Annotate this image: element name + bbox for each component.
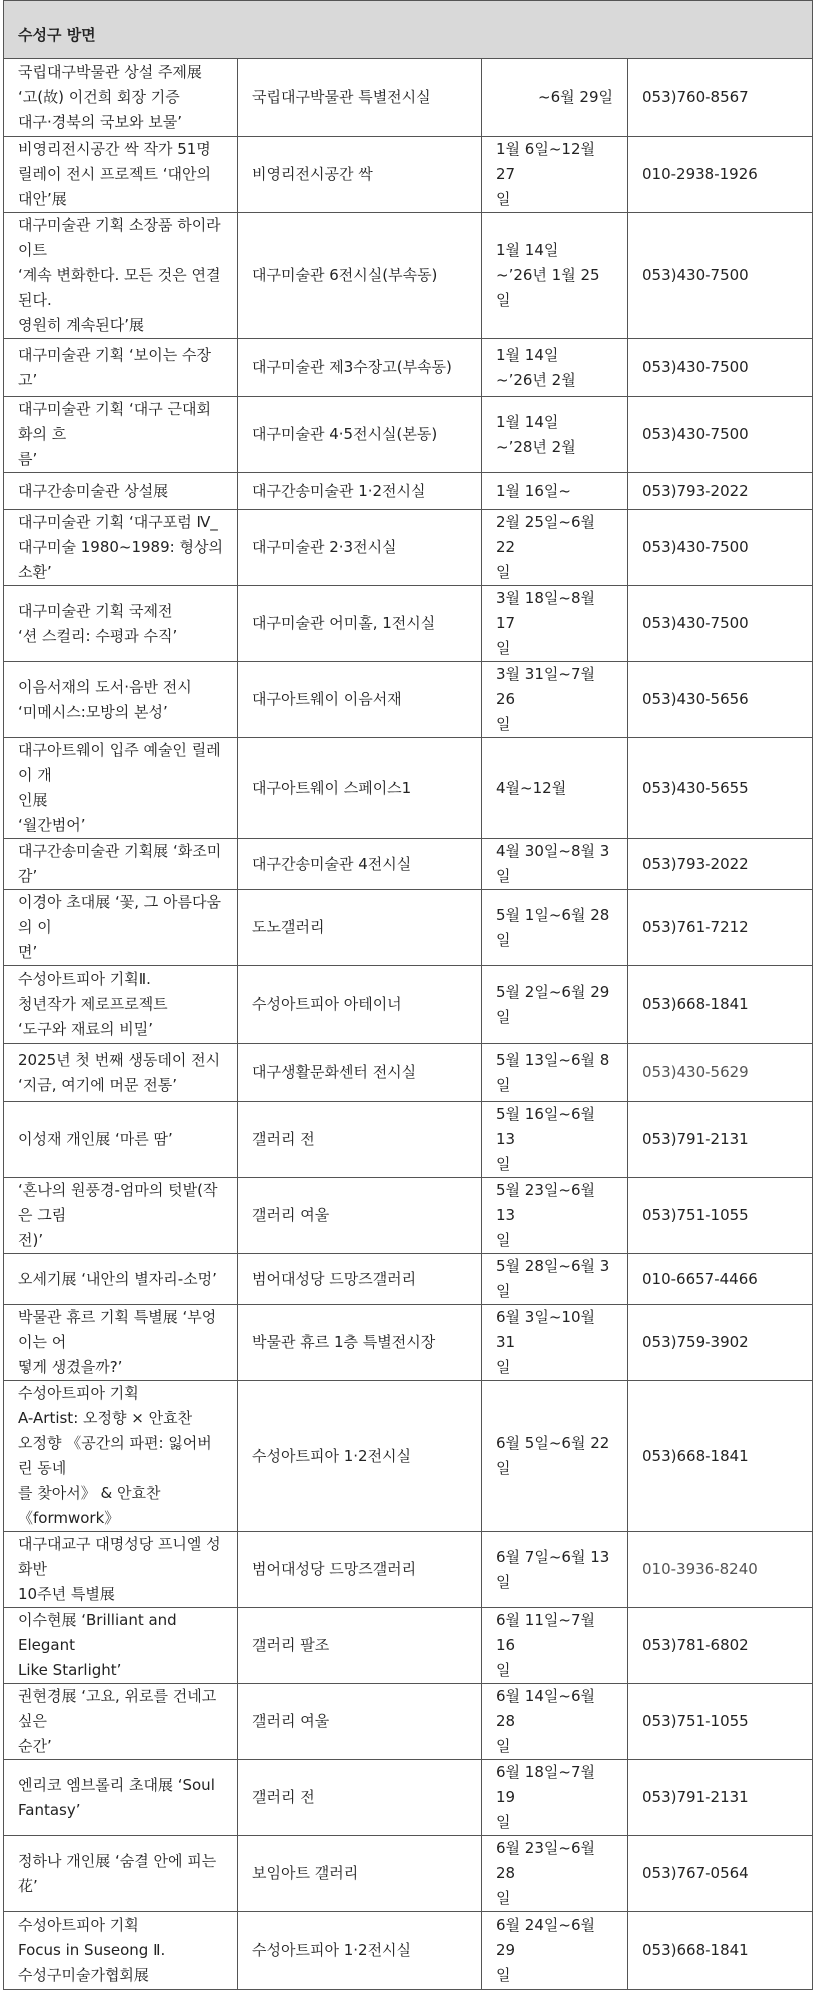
venue-cell: 갤러리 팔조 [238,1608,482,1684]
date-line: 3월 31일~7월 26 [496,665,595,708]
date-line: 4월 30일~8월 3일 [496,842,610,885]
table-row [4,213,813,339]
exhibition-title-line: ‘션 스컬리: 수평과 수직’ [18,626,178,645]
exhibition-title-line: 릴레이 전시 프로젝트 ‘대안의 대안’展 [18,165,211,208]
phone-cell: 053)760-8567 [628,59,813,137]
phone-cell: 053)430-5656 [628,662,813,738]
date-line: 1월 16일~ [496,481,571,500]
date-line: ~’28년 2월 [496,437,576,456]
venue-cell: 보임아트 갤러리 [238,1836,482,1912]
date-cell [482,397,628,473]
date-cell [482,1836,628,1912]
date-line: 5월 28일~6월 3일 [496,1257,610,1300]
date-cell [482,59,628,137]
exhibition-title-line: 수성아트피아 기획 [18,1384,139,1402]
date-line: 일 [496,563,511,581]
date-line: 일 [496,1661,511,1679]
exhibition-title-cell [4,213,238,339]
exhibition-title-line: 이성재 개인展 ‘마른 땀’ [18,1130,173,1148]
date-line: 5월 13일~6월 8일 [496,1050,610,1094]
phone-cell: 053)751-1055 [628,1684,813,1760]
exhibition-title-line: 대구미술관 기획 ‘대구 근대회화의 흐 [18,400,211,443]
table-row [4,137,813,213]
exhibition-title-line: 대구·경북의 국보와 보물’ [18,113,182,131]
phone-cell: 053)668-1841 [628,1912,813,1990]
venue-cell: 박물관 휴르 1층 특별전시장 [238,1305,482,1381]
date-line: 6월 23일~6월 28 [496,1839,595,1882]
exhibition-title-cell [4,397,238,473]
date-line: 일 [496,1737,511,1755]
exhibition-title-cell [4,1532,238,1608]
exhibition-title-line: 떻게 생겼을까?’ [18,1358,123,1376]
table-row [4,1684,813,1760]
exhibition-title-cell [4,839,238,890]
phone-cell: 053)430-7500 [628,510,813,586]
date-line: 5월 16일~6월 13 [496,1105,595,1148]
exhibition-title-line: 2025년 첫 번째 생동데이 전시 [18,1050,221,1069]
table-row [4,1912,813,1990]
exhibition-title-line: 수성아트피아 기획 [18,1916,139,1934]
exhibition-title-cell [4,137,238,213]
venue-cell: 갤러리 전 [238,1760,482,1836]
date-cell [482,839,628,890]
date-line: 1월 14일 [496,241,559,259]
exhibition-title-line: 이경아 초대展 ‘꽃, 그 아름다움의 이 [18,893,221,936]
date-cell [482,1178,628,1254]
date-line: 5월 1일~6월 28일 [496,905,610,949]
date-line: 3월 18일~8월 17 [496,589,595,632]
exhibition-title-line: 대구미술 1980~1989: 형상의 소환’ [18,538,223,581]
date-cell [482,1254,628,1305]
table-row [4,1532,813,1608]
exhibition-title-line: 수성아트피아 기획Ⅱ. [18,970,151,988]
exhibition-title-cell [4,59,238,137]
date-line: 2월 25일~6월 22 [496,513,595,556]
exhibition-title-line: ‘도구와 재료의 비밀’ [18,1020,153,1038]
table-row [4,890,813,966]
venue-cell: 비영리전시공간 싹 [238,137,482,213]
exhibition-title-line: ‘계속 변화한다. 모든 것은 연결된다. [18,266,221,309]
date-line: 6월 7일~6월 13일 [496,1547,610,1591]
table-row [4,473,813,510]
exhibition-title-line: Like Starlight’ [18,1661,122,1679]
exhibition-title-line: 대구간송미술관 상설展 [18,481,169,500]
exhibition-title-line: 대구미술관 기획 ‘보이는 수장고’ [18,345,211,389]
table-body [4,0,813,1990]
date-cell [482,1760,628,1836]
exhibition-title-line: 를 찾아서》 & 안효찬 《formwork》 [18,1484,161,1527]
phone-cell: 053)759-3902 [628,1305,813,1381]
table-row [4,966,813,1044]
exhibition-title-cell [4,1305,238,1381]
date-cell [482,738,628,839]
exhibition-title-line: 이수현展 ‘Brilliant and Elegant [18,1611,177,1654]
exhibition-title-line: 대구대교구 대명성당 프니엘 성화반 [18,1535,221,1578]
exhibition-title-line: 정하나 개인展 ‘숨결 안에 피는 花’ [18,1851,217,1895]
date-cell [482,1684,628,1760]
exhibition-title-line: 대구간송미술관 기획展 ‘화조미감’ [18,842,222,885]
exhibition-title-cell [4,1381,238,1532]
exhibition-title-cell [4,1102,238,1178]
venue-cell: 도노갤러리 [238,890,482,966]
date-line: 일 [496,1231,511,1249]
exhibition-title-cell [4,1608,238,1684]
exhibition-title-line: 대구미술관 기획 ‘대구포럼 Ⅳ_ [18,513,218,531]
exhibition-title-cell [4,1044,238,1102]
date-line: 일 [496,190,511,208]
venue-cell: 갤러리 전 [238,1102,482,1178]
venue-cell: 대구미술관 4·5전시실(본동) [238,397,482,473]
date-line: 4월~12월 [496,778,567,797]
phone-cell: 053)430-7500 [628,213,813,339]
table-row [4,839,813,890]
date-line: 일 [496,1155,511,1173]
date-cell [482,1102,628,1178]
date-line: 5월 2일~6월 29일 [496,982,610,1026]
table-row [4,1305,813,1381]
exhibition-title-line: ‘월간범어’ [18,816,86,834]
phone-cell: 053)668-1841 [628,966,813,1044]
venue-cell: 국립대구박물관 특별전시실 [238,59,482,137]
date-line: 일 [496,1966,511,1984]
venue-cell: 갤러리 여울 [238,1684,482,1760]
phone-cell: 053)430-7500 [628,397,813,473]
venue-cell: 대구간송미술관 4전시실 [238,839,482,890]
exhibition-title-line: 름’ [18,450,38,468]
date-cell [482,137,628,213]
exhibition-title-line: 박물관 휴르 기획 특별展 ‘부엉이는 어 [18,1308,217,1351]
venue-cell: 대구미술관 2·3전시실 [238,510,482,586]
phone-cell: 053)430-5629 [628,1044,813,1102]
venue-cell: 대구아트웨이 이음서재 [238,662,482,738]
phone-cell: 053)430-7500 [628,586,813,662]
exhibition-title-line: A-Artist: 오정향 × 안효찬 [18,1409,193,1427]
date-line: 1월 14일 [496,345,559,364]
date-cell [482,890,628,966]
phone-cell: 053)781-6802 [628,1608,813,1684]
exhibition-title-line: 10주년 특별展 [18,1585,115,1603]
exhibition-title-cell [4,1254,238,1305]
phone-cell: 053)767-0564 [628,1836,813,1912]
exhibition-title-cell [4,339,238,397]
table-row [4,1254,813,1305]
date-line: 6월 24일~6월 29 [496,1916,595,1959]
phone-cell: 010-2938-1926 [628,137,813,213]
phone-cell: 053)791-2131 [628,1760,813,1836]
date-line: 6월 11일~7월 16 [496,1611,595,1654]
venue-cell: 대구아트웨이 스페이스1 [238,738,482,839]
date-cell [482,213,628,339]
exhibition-title-line: 대구아트웨이 입주 예술인 릴레이 개 [18,741,221,784]
date-line: 5월 23일~6월 13 [496,1181,595,1224]
phone-cell: 053)751-1055 [628,1178,813,1254]
exhibition-title-line: 인展 [18,791,48,809]
date-cell [482,1532,628,1608]
table-row [4,586,813,662]
exhibition-title-line: Focus in Suseong Ⅱ. [18,1941,166,1959]
table-row [4,662,813,738]
phone-cell: 053)793-2022 [628,839,813,890]
date-cell [482,1305,628,1381]
exhibition-title-line: ‘지금, 여기에 머문 전통’ [18,1075,178,1094]
date-cell [482,1608,628,1684]
date-cell [482,966,628,1044]
exhibition-title-line: 대구미술관 기획 국제전 [18,601,173,620]
exhibition-title-line: 대구미술관 기획 소장품 하이라이트 [18,216,221,259]
exhibition-title-line: ‘고(故) 이건희 회장 기증 [18,88,180,106]
table-row [4,397,813,473]
date-cell [482,1044,628,1102]
table-row [4,1608,813,1684]
exhibition-title-line: 이음서재의 도서·음반 전시 [18,677,192,696]
venue-cell: 대구미술관 제3수장고(부속동) [238,339,482,397]
phone-cell: 053)791-2131 [628,1102,813,1178]
exhibition-title-cell [4,1684,238,1760]
date-line: 일 [496,1358,511,1376]
date-line: 6월 18일~7월 19 [496,1763,595,1806]
exhibition-title-cell [4,662,238,738]
exhibition-title-line: 권현경展 ‘고요, 위로를 건네고 싶은 [18,1687,217,1730]
table-row [4,59,813,137]
venue-cell: 수성아트피아 1·2전시실 [238,1912,482,1990]
date-line: 일 [496,1813,511,1831]
phone-cell: 053)793-2022 [628,473,813,510]
venue-cell: 대구미술관 어미홀, 1전시실 [238,586,482,662]
exhibition-title-line: ‘미메시스:모방의 본성’ [18,702,168,721]
table-row [4,738,813,839]
date-cell [482,339,628,397]
date-cell [482,1912,628,1990]
venue-cell: 수성아트피아 아테이너 [238,966,482,1044]
exhibition-title-line: 수성구미술가협회展 [18,1966,149,1984]
exhibition-title-line: ‘혼나의 원풍경-엄마의 텃밭(작은 그림 [18,1181,218,1224]
exhibition-title-line: 비영리전시공간 싹 작가 51명 [18,140,211,158]
exhibition-title-cell [4,1178,238,1254]
exhibition-title-cell [4,473,238,510]
exhibition-title-cell [4,510,238,586]
exhibition-title-cell [4,1836,238,1912]
venue-cell: 대구미술관 6전시실(부속동) [238,213,482,339]
date-line: ~6월 29일 [538,88,613,106]
exhibition-title-cell [4,966,238,1044]
phone-cell: 010-3936-8240 [628,1532,813,1608]
date-line: 일 [496,1889,511,1907]
exhibition-title-line: 전)’ [18,1231,44,1249]
date-line: ~’26년 2월 [496,370,576,389]
exhibition-title-line: 오세기展 ‘내안의 별자리-소멍’ [18,1269,217,1288]
exhibition-title-cell [4,890,238,966]
venue-cell: 대구생활문화센터 전시실 [238,1044,482,1102]
venue-cell: 갤러리 여울 [238,1178,482,1254]
table-row [4,339,813,397]
table-row [4,1760,813,1836]
date-line: 1월 14일 [496,412,559,431]
table-row [4,510,813,586]
date-line: ~’26년 1월 25일 [496,266,600,309]
date-cell [482,662,628,738]
exhibition-title-line: 영원히 계속된다’展 [18,316,144,334]
venue-cell: 범어대성당 드망즈갤러리 [238,1254,482,1305]
section-title: 수성구 방면 [4,1,813,59]
exhibition-title-cell [4,586,238,662]
table-row [4,1836,813,1912]
date-line: 6월 14일~6월 28 [496,1687,595,1730]
exhibition-title-line: 오정향 《공간의 파편: 잃어버린 동네 [18,1434,212,1477]
date-cell [482,1381,628,1532]
date-line: 일 [496,639,511,657]
exhibition-title-line: 엔리코 엠브롤리 초대展 ‘Soul [18,1775,215,1794]
phone-cell: 010-6657-4466 [628,1254,813,1305]
phone-cell: 053)761-7212 [628,890,813,966]
exhibition-schedule-table [3,0,813,1990]
phone-cell: 053)430-5655 [628,738,813,839]
date-cell [482,510,628,586]
exhibition-title-line: 순간’ [18,1737,52,1755]
table-row [4,1044,813,1102]
venue-cell: 수성아트피아 1·2전시실 [238,1381,482,1532]
exhibition-title-cell [4,1912,238,1990]
date-cell [482,473,628,510]
exhibition-title-cell [4,738,238,839]
table-row [4,1381,813,1532]
table-row [4,1102,813,1178]
venue-cell: 대구간송미술관 1·2전시실 [238,473,482,510]
date-line: 일 [496,715,511,733]
date-cell [482,586,628,662]
section-header-row [4,1,813,59]
date-line: 6월 3일~10월 31 [496,1308,595,1351]
exhibition-title-line: 면’ [18,943,38,961]
phone-cell: 053)430-7500 [628,339,813,397]
exhibition-title-line: 청년작가 제로프로젝트 [18,995,168,1013]
exhibition-title-line: 국립대구박물관 상설 주제展 [18,63,202,81]
exhibition-title-line: Fantasy’ [18,1800,81,1819]
venue-cell: 범어대성당 드망즈갤러리 [238,1532,482,1608]
date-line: 6월 5일~6월 22일 [496,1434,610,1477]
table-row [4,1178,813,1254]
date-line: 1월 6일~12월 27 [496,140,595,183]
exhibition-title-cell [4,1760,238,1836]
phone-cell: 053)668-1841 [628,1381,813,1532]
